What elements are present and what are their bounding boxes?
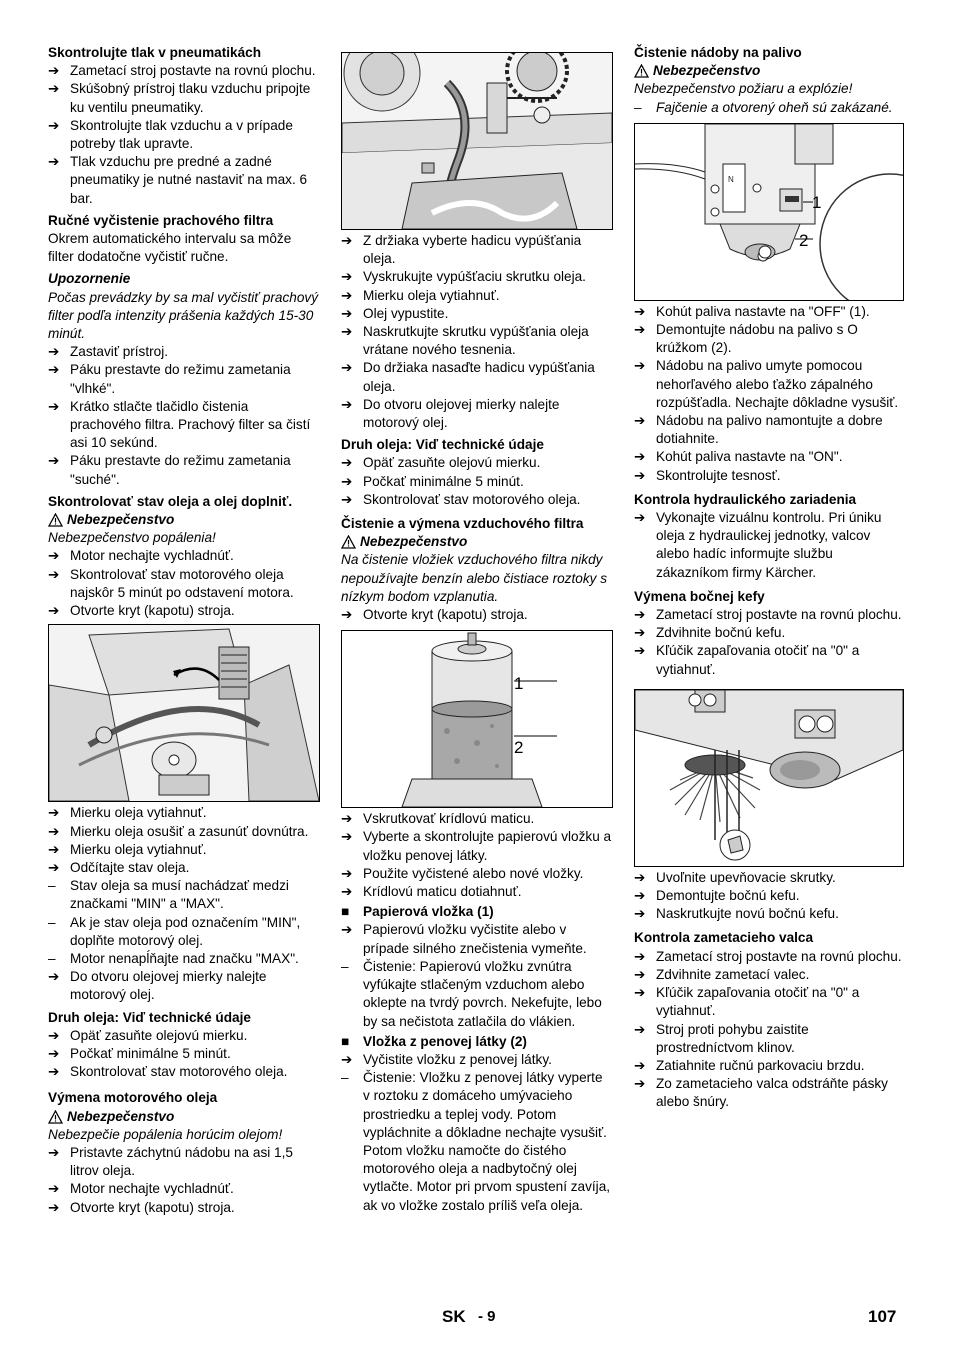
item-text: Do držiaka nasaďte hadicu vypúšťania oleja.: [363, 360, 595, 394]
change-heading: Výmena motorového oleja: [48, 1090, 218, 1106]
bullet-square-icon: ■: [341, 904, 350, 920]
item-text: Páku prestavte do režimu zametania "vlhké".: [70, 362, 291, 396]
arrow-right-icon: ➔: [634, 625, 646, 641]
step-list: [634, 948, 906, 1112]
warning-icon: [48, 1110, 63, 1124]
arrow-right-icon: ➔: [341, 455, 353, 471]
step-item: [341, 810, 613, 828]
step-item: [634, 448, 906, 466]
step-item: [634, 984, 906, 1020]
step-list: [634, 509, 906, 582]
arrow-right-icon: ➔: [48, 566, 60, 582]
arrow-right-icon: ➔: [634, 510, 646, 526]
item-text: Uvoľnite upevňovacie skrutky.: [656, 869, 836, 885]
arrow-right-icon: ➔: [48, 1144, 60, 1160]
fig-label-2: 2: [799, 230, 809, 250]
arrow-right-icon: ➔: [341, 360, 353, 376]
arrow-right-icon: ➔: [48, 805, 60, 821]
item-text: Mierku oleja vytiahnuť.: [70, 805, 207, 821]
arrow-right-icon: ➔: [341, 922, 353, 938]
arrow-right-icon: ➔: [634, 413, 646, 429]
column-2: [341, 48, 613, 1215]
hydraulic-heading: Kontrola hydraulického zariadenia: [634, 491, 857, 507]
item-text: Kohút paliva nastavte na "OFF" (1).: [656, 303, 870, 319]
step-list: [341, 1051, 613, 1069]
item-text: Kľúčik zapaľovania otočiť na "0" a vytiahnuť.: [656, 985, 860, 1019]
item-text: Motor nechajte vychladnúť.: [70, 548, 234, 564]
arrow-right-icon: ➔: [634, 322, 646, 338]
step-list: [48, 968, 320, 1004]
change-danger-text: Nebezpečie popálenia horúcim olejom!: [48, 1126, 283, 1142]
arrow-right-icon: ➔: [341, 396, 353, 412]
step-item: [48, 602, 320, 620]
item-text: Skúšobný prístroj tlaku vzduchu pripojte ku ventilu pneumatiky.: [70, 81, 311, 115]
item-text: Zatiahnite ručnú parkovaciu brzdu.: [656, 1057, 865, 1073]
fig-label-1: 1: [812, 192, 822, 212]
step-item: [341, 287, 613, 305]
item-text: Odčítajte stav oleja.: [70, 859, 190, 875]
column-1: [48, 44, 320, 1217]
step-item: [634, 869, 906, 887]
item-text: Opäť zasuňte olejovú mierku.: [363, 455, 541, 471]
fig-label-1: 1: [514, 674, 524, 694]
column-3: [634, 44, 906, 1112]
step-item: [48, 1027, 320, 1045]
step-item: [48, 62, 320, 80]
step-item: [48, 1144, 320, 1180]
air-filter-figure: [341, 630, 613, 808]
danger-label: Nebezpečenstvo: [48, 1108, 320, 1126]
arrow-right-icon: ➔: [634, 888, 646, 904]
item-text: Otvorte kryt (kapotu) stroja.: [70, 1199, 235, 1215]
oil-dipstick-figure: [48, 624, 320, 802]
footer-lang: SK: [442, 1307, 466, 1326]
item-text: Olej vypustite.: [363, 305, 449, 321]
arrow-right-icon: ➔: [341, 829, 353, 845]
step-item: [634, 509, 906, 582]
oil-heading: Skontrolovať stav oleja a olej doplniť.: [48, 493, 293, 509]
item-text: Skontrolujte tlak vzduchu a v prípade potreby tlak upravte.: [70, 117, 293, 152]
danger-label: Nebezpečenstvo: [341, 533, 613, 551]
step-item: [634, 321, 906, 357]
step-item: [48, 452, 320, 488]
step-item: [341, 606, 613, 624]
dash-item: [48, 877, 320, 913]
item-text: Z držiaka vyberte hadicu vypúšťania oleja.: [363, 233, 582, 267]
oil-type-heading: Druh oleja: Viď technické údaje: [341, 437, 544, 453]
filter-heading: Ručné vyčistenie prachového filtra: [48, 212, 274, 228]
step-list: [48, 1144, 320, 1217]
item-text: Tlak vzduchu pre predné a zadné pneumatiky je nutné nastaviť na max. 6 bar.: [70, 154, 308, 206]
arrow-right-icon: ➔: [341, 305, 353, 321]
step-list: [48, 1027, 320, 1082]
arrow-right-icon: ➔: [48, 823, 60, 839]
item-text: Ak je stav oleja pod označením "MIN", doplňte motorový olej.: [70, 914, 301, 948]
paper-dash: – Čistenie: Papierovú vložku zvnútra vyfúkajte stlačeným vzduchom alebo oklepte na tvrdý povrch. Nekefujte, lebo by sa nečistota zatlačila do vlákien.: [341, 958, 602, 1029]
item-text: Použite vyčistené alebo nové vložky.: [363, 865, 584, 881]
step-item: [48, 1199, 320, 1217]
arrow-right-icon: ➔: [48, 841, 60, 857]
step-list: [48, 547, 320, 620]
arrow-right-icon: ➔: [634, 1021, 646, 1037]
step-item: [48, 823, 320, 841]
warning-icon: [341, 535, 356, 549]
item-text: Stroj proti pohybu zaistite prostredníctvom klinov.: [656, 1021, 809, 1055]
arrow-right-icon: ➔: [48, 969, 60, 985]
arrow-right-icon: ➔: [48, 453, 60, 469]
step-list: [634, 869, 906, 924]
arrow-right-icon: ➔: [48, 117, 60, 133]
arrow-right-icon: ➔: [634, 869, 646, 885]
arrow-right-icon: ➔: [48, 154, 60, 170]
dash-icon: –: [48, 914, 56, 930]
dash-item: [48, 950, 320, 968]
arrow-right-icon: ➔: [341, 269, 353, 285]
step-item: [634, 624, 906, 642]
step-item: [634, 887, 906, 905]
oil-danger-text: Nebezpečenstvo popálenia!: [48, 530, 216, 546]
item-text: Pristavte záchytnú nádobu na asi 1,5 litrov oleja.: [70, 1144, 293, 1179]
step-item: [341, 323, 613, 359]
item-text: Motor nenapĺňajte nad značku "MAX".: [70, 950, 299, 966]
item-text: Zametací stroj postavte na rovnú plochu.: [656, 607, 902, 623]
step-item: [634, 905, 906, 923]
item-text: Vyberte a skontrolujte papierovú vložku a vložku penovej látky.: [363, 829, 612, 863]
step-item: [634, 606, 906, 624]
footer-section-page: - 9: [478, 1308, 496, 1325]
item-text: Opäť zasuňte olejovú mierku.: [70, 1027, 248, 1043]
item-text: Zametací stroj postavte na rovnú plochu.: [656, 948, 902, 964]
dash-list: [48, 877, 320, 968]
item-text: Mierku oleja vytiahnuť.: [70, 841, 207, 857]
arrow-right-icon: ➔: [634, 607, 646, 623]
step-item: [634, 966, 906, 984]
step-item: [634, 357, 906, 412]
page-number: 107: [868, 1307, 897, 1326]
item-text: Vyskrukujte vypúšťaciu skrutku oleja.: [363, 269, 586, 285]
step-item: [634, 1075, 906, 1111]
step-item: [48, 1045, 320, 1063]
foam-heading: ■ Vložka z penovej látky (2): [341, 1033, 613, 1051]
arrow-right-icon: ➔: [634, 467, 646, 483]
step-list: [48, 62, 320, 208]
arrow-right-icon: ➔: [341, 287, 353, 303]
step-list: [341, 810, 613, 901]
item-text: Kľúčik zapaľovania otočiť na "0" a vytiahnuť.: [656, 643, 860, 677]
step-item: [48, 841, 320, 859]
step-item: [48, 117, 320, 153]
arrow-right-icon: ➔: [634, 985, 646, 1001]
paper-heading: ■ Papierová vložka (1): [341, 903, 613, 921]
item-text: Vykonajte vizuálnu kontrolu. Pri úniku oleja z hydraulickej jednotky, valcov alebo hadíc informujte službu zákazníkom firmy Kärcher.: [656, 510, 882, 580]
step-item: [634, 1021, 906, 1057]
arrow-right-icon: ➔: [48, 1027, 60, 1043]
step-list: [341, 232, 613, 432]
item-text: Vskrutkovať krídlovú maticu.: [363, 811, 535, 827]
item-text: Počkať minimálne 5 minút.: [70, 1045, 231, 1061]
item-text: Krídlovú maticu dotiahnuť.: [363, 884, 522, 900]
item-text: Motor nechajte vychladnúť.: [70, 1181, 234, 1197]
item-text: Krátko stlačte tlačidlo čistenia prachového filtra. Prachový filter sa čistí asi 10 sekúnd.: [70, 398, 311, 451]
step-item: [48, 566, 320, 602]
step-list: [341, 606, 613, 624]
note-text: Počas prevádzky by sa mal vyčistiť prachový filter podľa intenzity prášenia každých 15-30 minút.: [48, 289, 318, 342]
arrow-right-icon: ➔: [48, 344, 60, 360]
step-item: [341, 865, 613, 883]
svg-text:N: N: [728, 174, 734, 184]
oil-drain-figure: [341, 52, 613, 230]
item-text: Do otvoru olejovej mierky nalejte motorový olej.: [70, 969, 267, 1003]
step-item: [48, 1180, 320, 1198]
fig-label-2: 2: [514, 738, 524, 758]
air-danger-text: Na čistenie vložiek vzduchového filtra nikdy nepoužívajte benzín alebo čistiace roztoky s nízkym bodom vzplanutia.: [341, 552, 607, 604]
arrow-right-icon: ➔: [48, 1181, 60, 1197]
arrow-right-icon: ➔: [48, 1199, 60, 1215]
step-item: [634, 303, 906, 321]
step-item: [48, 547, 320, 565]
step-list: [341, 454, 613, 509]
oil-type-heading: Druh oleja: Viď technické údaje: [48, 1009, 251, 1025]
item-text: Zdvihnite zametací valec.: [656, 966, 810, 982]
tire-heading: Skontrolujte tlak v pneumatikách: [48, 45, 262, 60]
arrow-right-icon: ➔: [341, 865, 353, 881]
arrow-right-icon: ➔: [634, 948, 646, 964]
step-item: [48, 968, 320, 1004]
item-text: Papierovú vložku vyčistite alebo v prípade silného znečistenia vymeňte.: [363, 922, 587, 956]
item-text: Kohút paliva nastavte na "ON".: [656, 449, 843, 465]
step-item: [341, 396, 613, 432]
arrow-right-icon: ➔: [634, 1076, 646, 1092]
arrow-right-icon: ➔: [48, 81, 60, 97]
arrow-right-icon: ➔: [48, 1064, 60, 1080]
arrow-right-icon: ➔: [341, 473, 353, 489]
warning-icon: [634, 64, 649, 78]
arrow-right-icon: ➔: [634, 906, 646, 922]
step-item: [341, 491, 613, 509]
step-item: [634, 467, 906, 485]
danger-label: Nebezpečenstvo: [634, 62, 906, 80]
step-item: [48, 80, 320, 116]
item-text: Nádobu na palivo umyte pomocou nehorľavého alebo ťažko zápalného rozpúšťadla. Nechajte dôkladne vysušiť.: [656, 358, 899, 410]
item-text: Skontrolujte tesnosť.: [656, 467, 781, 483]
item-text: Zo zametacieho valca odstráňte pásky alebo šnúry.: [656, 1076, 888, 1110]
step-item: [341, 268, 613, 286]
arrow-right-icon: ➔: [48, 1045, 60, 1061]
item-text: Do otvoru olejovej mierky nalejte motorový olej.: [363, 396, 560, 431]
arrow-right-icon: ➔: [48, 398, 60, 414]
arrow-right-icon: ➔: [634, 303, 646, 319]
step-list: [634, 303, 906, 485]
item-text: Otvorte kryt (kapotu) stroja.: [363, 607, 528, 623]
item-text: Naskrutkujte novú bočnú kefu.: [656, 906, 839, 922]
step-item: [48, 804, 320, 822]
arrow-right-icon: ➔: [634, 449, 646, 465]
item-text: Nádobu na palivo namontujte a dobre dotiahnite.: [656, 413, 883, 447]
filter-intro: Okrem automatického intervalu sa môže filter dodatočne vyčistiť ručne.: [48, 231, 292, 265]
step-item: [341, 454, 613, 472]
item-text: Zdvihnite bočnú kefu.: [656, 625, 786, 641]
step-item: [48, 1063, 320, 1081]
fuel-danger-text: Nebezpečenstvo požiaru a explózie!: [634, 81, 853, 97]
warning-icon: [48, 513, 63, 527]
step-list: [48, 343, 320, 489]
air-heading: Čistenie a výmena vzduchového filtra: [341, 516, 584, 532]
arrow-right-icon: ➔: [341, 1051, 353, 1067]
foam-dash: – Čistenie: Vložku z penovej látky vyperte v roztoku z domáceho umývacieho prostriedku a teplej vody. Potom vypláchnite a dôkladne nechajte vysušiť. Potom vložku namočte do čistého motorového oleja a nadbytočný olej vytlačte. Motor pri prvom spustení zavíja, ak vo vložke zostalo príliš veľa oleja.: [341, 1070, 611, 1213]
step-item: [341, 473, 613, 491]
step-item: [341, 1051, 613, 1069]
arrow-right-icon: ➔: [634, 966, 646, 982]
step-item: [634, 1057, 906, 1075]
arrow-right-icon: ➔: [48, 603, 60, 619]
item-text: Otvorte kryt (kapotu) stroja.: [70, 603, 235, 619]
step-list: [48, 804, 320, 877]
step-item: [48, 859, 320, 877]
step-item: [48, 343, 320, 361]
step-item: [341, 828, 613, 864]
step-item: [634, 948, 906, 966]
arrow-right-icon: ➔: [48, 548, 60, 564]
item-text: Mierku oleja osušiť a zasunúť dovnútra.: [70, 823, 309, 839]
arrow-right-icon: ➔: [341, 233, 353, 248]
item-text: Skontrolovať stav motorového oleja.: [70, 1064, 288, 1080]
step-item: [341, 305, 613, 323]
arrow-right-icon: ➔: [341, 884, 353, 900]
arrow-right-icon: ➔: [341, 811, 353, 827]
dash-icon: –: [48, 878, 56, 894]
arrow-right-icon: ➔: [48, 63, 60, 79]
item-text: Demontujte nádobu na palivo s O krúžkom (2).: [656, 322, 858, 356]
step-list: [634, 606, 906, 679]
step-item: [48, 361, 320, 397]
arrow-right-icon: ➔: [634, 643, 646, 659]
note-title: Upozornenie: [48, 271, 131, 287]
item-text: Mierku oleja vytiahnuť.: [363, 287, 500, 303]
dash-item: [48, 914, 320, 950]
fuel-tank-figure: [634, 123, 904, 301]
step-item: [341, 232, 613, 268]
item-text: Skontrolovať stav motorového oleja najskôr 5 minút po odstavení motora.: [70, 566, 294, 600]
item-text: Vyčistite vložku z penovej látky.: [363, 1051, 552, 1067]
item-text: Zastaviť prístroj.: [70, 344, 169, 360]
step-list: [341, 921, 613, 957]
fuel-danger-dash: – Fajčenie a otvorený oheň sú zakázané.: [634, 99, 893, 115]
step-item: [341, 921, 613, 957]
arrow-right-icon: ➔: [341, 324, 353, 340]
item-text: Stav oleja sa musí nachádzať medzi značkami "MIN" a "MAX".: [70, 878, 289, 912]
item-text: Skontrolovať stav motorového oleja.: [363, 491, 581, 507]
item-text: Páku prestavte do režimu zametania "suché".: [70, 453, 291, 487]
item-text: Zametací stroj postavte na rovnú plochu.: [70, 63, 316, 79]
item-text: Počkať minimálne 5 minút.: [363, 473, 524, 489]
item-text: Naskrutkujte skrutku vypúšťania oleja vrátane nového tesnenia.: [363, 324, 589, 358]
arrow-right-icon: ➔: [48, 859, 60, 875]
bullet-square-icon: ■: [341, 1033, 350, 1049]
step-item: [341, 883, 613, 901]
fuel-heading: Čistenie nádoby na palivo: [634, 45, 802, 60]
step-item: [48, 398, 320, 453]
brush-heading: Výmena bočnej kefy: [634, 588, 765, 604]
arrow-right-icon: ➔: [634, 1057, 646, 1073]
arrow-right-icon: ➔: [341, 607, 353, 623]
step-item: [634, 412, 906, 448]
item-text: Demontujte bočnú kefu.: [656, 888, 800, 904]
dash-icon: –: [48, 950, 56, 966]
danger-label: Nebezpečenstvo: [48, 511, 320, 529]
side-brush-figure: [634, 689, 904, 867]
arrow-right-icon: ➔: [341, 491, 353, 507]
step-item: [634, 642, 906, 678]
step-item: [48, 153, 320, 208]
arrow-right-icon: ➔: [634, 358, 646, 374]
roller-heading: Kontrola zametacieho valca: [634, 930, 814, 946]
step-item: [341, 359, 613, 395]
arrow-right-icon: ➔: [48, 362, 60, 378]
